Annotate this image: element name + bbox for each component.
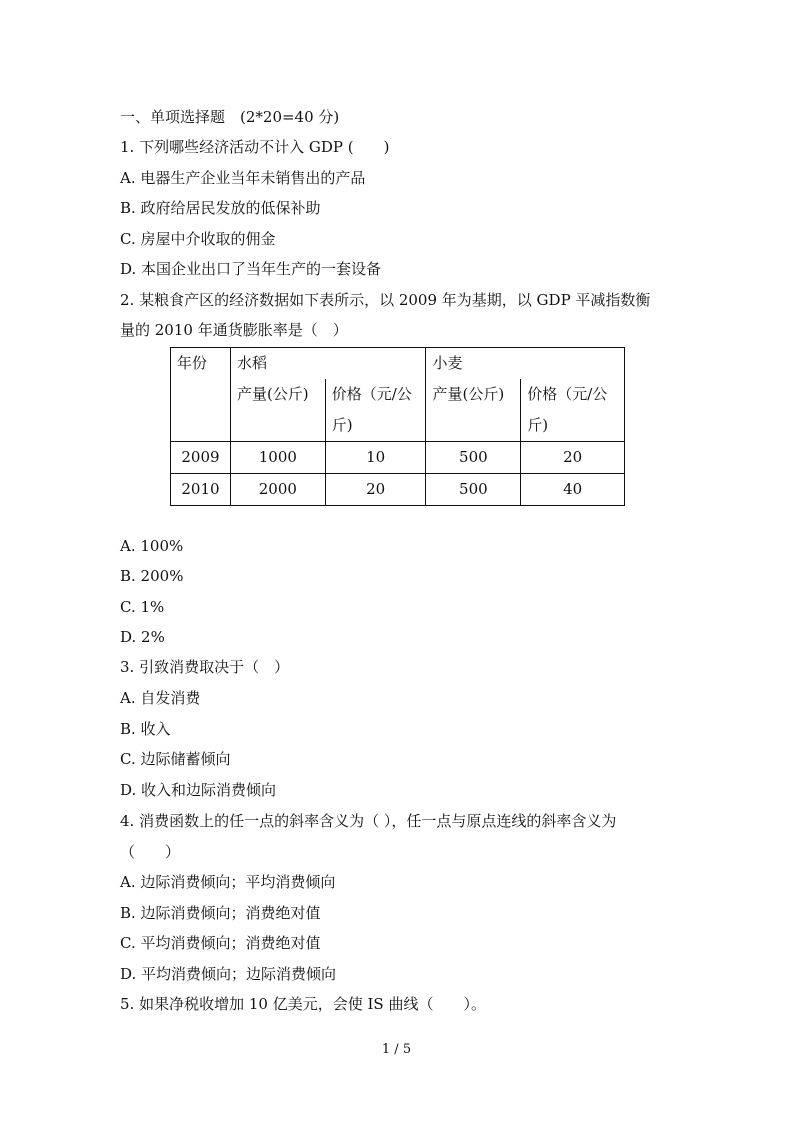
- header-rice: 水稻: [230, 348, 426, 380]
- q2-option-a: A. 100%: [120, 537, 184, 555]
- cell-wheat-price: 40: [521, 474, 625, 506]
- header-wheat-output: 产量(公斤): [426, 379, 521, 442]
- q4-option-c: C. 平均消费倾向；消费绝对值: [120, 934, 321, 952]
- page-number: 1 / 5: [381, 1042, 412, 1057]
- q2-option-c: C. 1%: [120, 598, 165, 616]
- cell-rice-price: 20: [325, 474, 426, 506]
- q3-option-a: A. 自发消费: [120, 689, 201, 707]
- q4-option-d: D. 平均消费倾向；边际消费倾向: [120, 965, 337, 983]
- q3-option-b: B. 收入: [120, 720, 171, 738]
- q4-stem-line2: （ ）: [120, 843, 181, 861]
- table-row: [171, 474, 625, 506]
- q1-stem: 1. 下列哪些经济活动不计入 GDP ( ): [120, 138, 390, 156]
- q1-option-d: D. 本国企业出口了当年生产的一套设备: [120, 260, 382, 278]
- header-wheat: 小麦: [426, 348, 625, 380]
- cell-year: 2010: [171, 474, 231, 506]
- q5-stem: 5. 如果净税收增加 10 亿美元，会使 IS 曲线（ ）。: [120, 995, 486, 1013]
- q3-stem: 3. 引致消费取决于（ ）: [120, 658, 290, 676]
- q3-option-c: C. 边际储蓄倾向: [120, 750, 231, 768]
- cell-year: 2009: [171, 442, 231, 474]
- q1-option-c: C. 房屋中介收取的佣金: [120, 230, 276, 248]
- cell-wheat-price: 20: [521, 442, 625, 474]
- q2-stem-line2: 量的 2010 年通货膨胀率是（ ）: [120, 321, 348, 339]
- header-rice-price: 价格（元/公 斤): [325, 379, 426, 442]
- q2-stem-line1: 2. 某粮食产区的经济数据如下表所示，以 2009 年为基期，以 GDP 平减指数衡: [120, 291, 651, 309]
- cell-rice-output: 1000: [230, 442, 325, 474]
- q3-option-d: D. 收入和边际消费倾向: [120, 781, 277, 799]
- section-title: 一、单项选择题 (2*20=40 分): [120, 108, 340, 126]
- data-table: [170, 347, 625, 506]
- q4-stem-line1: 4. 消费函数上的任一点的斜率含义为（ ），任一点与原点连线的斜率含义为: [120, 812, 617, 830]
- header-rice-output: 产量(公斤): [230, 379, 325, 442]
- q1-option-a: A. 电器生产企业当年未销售出的产品: [120, 169, 366, 187]
- q4-option-b: B. 边际消费倾向；消费绝对值: [120, 904, 321, 922]
- q1-option-b: B. 政府给居民发放的低保补助: [120, 199, 321, 217]
- q4-option-a: A. 边际消费倾向；平均消费倾向: [120, 873, 336, 891]
- cell-rice-price: 10: [325, 442, 426, 474]
- q2-option-b: B. 200%: [120, 567, 184, 585]
- q2-option-d: D. 2%: [120, 628, 165, 646]
- cell-wheat-output: 500: [426, 442, 521, 474]
- cell-rice-output: 2000: [230, 474, 325, 506]
- table-row: [171, 442, 625, 474]
- header-year: 年份: [171, 348, 231, 442]
- cell-wheat-output: 500: [426, 474, 521, 506]
- header-wheat-price: 价格（元/公 斤): [521, 379, 625, 442]
